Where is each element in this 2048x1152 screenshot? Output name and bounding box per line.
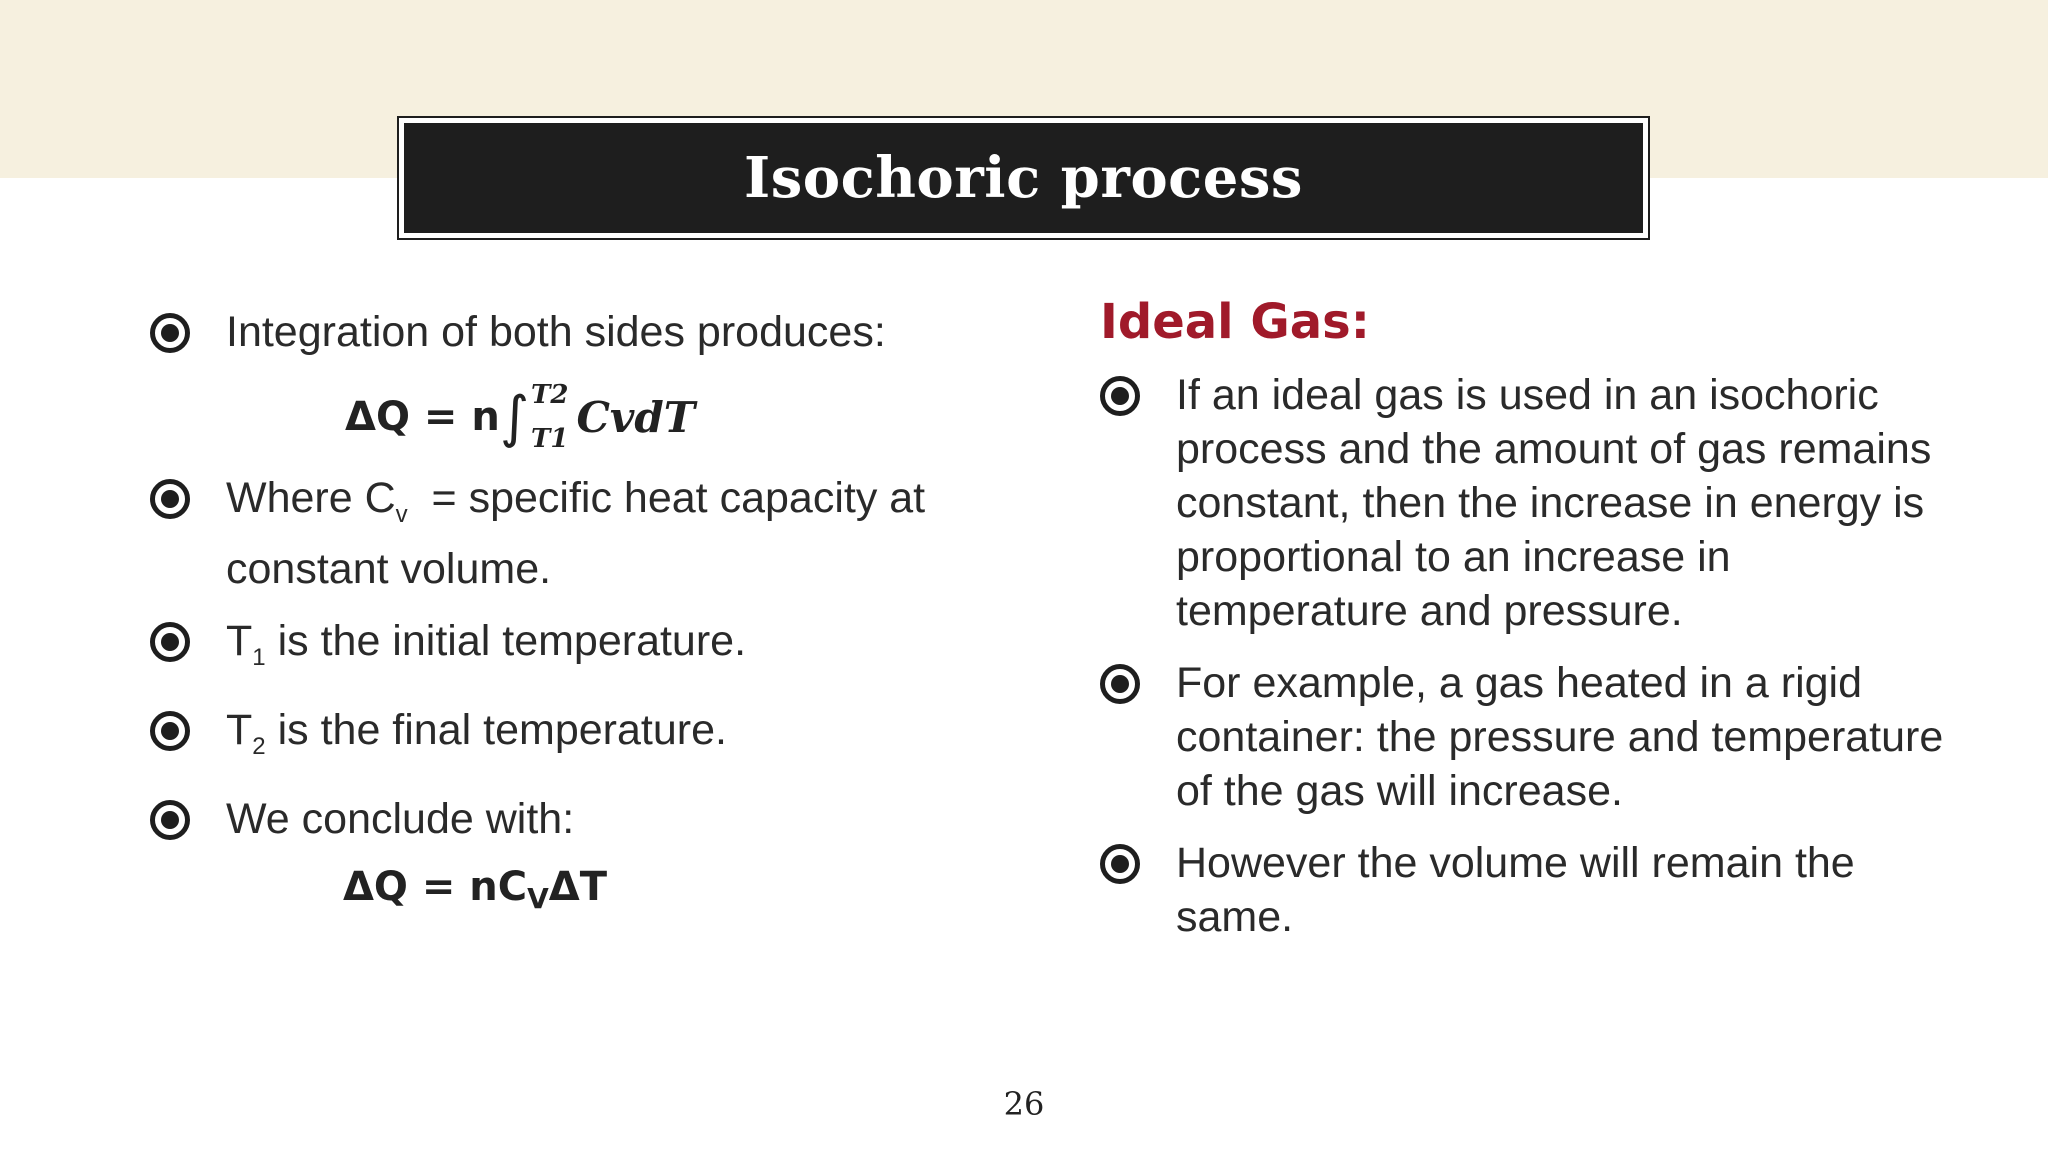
bullet-text: Integration of both sides produces: xyxy=(226,308,886,356)
list-item xyxy=(150,703,980,774)
bullet-text: For example, a gas heated in a rigid container: the pressure and temperature of the gas will increase. xyxy=(1176,659,1944,815)
list-item xyxy=(150,614,980,685)
integral-limits xyxy=(531,381,568,453)
bullet-text: $T_2$ is the final temperature. xyxy=(226,706,727,760)
list-item xyxy=(150,792,980,846)
integral-formula xyxy=(150,377,980,457)
list-item xyxy=(1100,656,1960,818)
formula-lhs: ΔQ = n xyxy=(345,394,500,440)
radio-bullet-icon xyxy=(1100,664,1140,704)
bullet-text: $T_1$ is the initial temperature. xyxy=(226,617,747,671)
right-column xyxy=(1100,292,1960,962)
radio-bullet-icon xyxy=(150,622,190,662)
list-item xyxy=(1100,368,1960,638)
ideal-gas-heading: Ideal Gas: xyxy=(1100,294,1370,350)
slide-title: Isochoric process xyxy=(744,145,1303,211)
left-column xyxy=(150,305,980,915)
radio-bullet-icon xyxy=(150,800,190,840)
bullet-text: Where $C_v$ = specific heat capacity at constant volume. xyxy=(226,474,938,593)
radio-bullet-icon xyxy=(1100,844,1140,884)
upper-limit: T2 xyxy=(531,380,569,410)
radio-bullet-icon xyxy=(150,313,190,353)
bullet-text: We conclude with: xyxy=(226,795,575,843)
title-box xyxy=(404,123,1643,233)
list-item xyxy=(1100,836,1960,944)
integral-sign: ∫ xyxy=(499,384,530,450)
radio-bullet-icon xyxy=(150,711,190,751)
integrand: CvdT xyxy=(576,392,695,442)
conclusion-formula: $\Delta Q = nC_V\Delta T$ xyxy=(342,864,608,915)
radio-bullet-icon xyxy=(150,479,190,519)
title-frame xyxy=(397,116,1650,240)
bullet-text: However the volume will remain the same. xyxy=(1176,839,1855,941)
list-item xyxy=(150,305,980,359)
lower-limit: T1 xyxy=(531,424,569,454)
bullet-text: If an ideal gas is used in an isochoric process and the amount of gas remains constant, then the increase in energy is proportional to an increase in temperature and pressure. xyxy=(1176,371,1932,635)
list-item xyxy=(150,471,980,596)
page-number: 26 xyxy=(1003,1085,1045,1123)
radio-bullet-icon xyxy=(1100,376,1140,416)
integral xyxy=(500,381,695,453)
